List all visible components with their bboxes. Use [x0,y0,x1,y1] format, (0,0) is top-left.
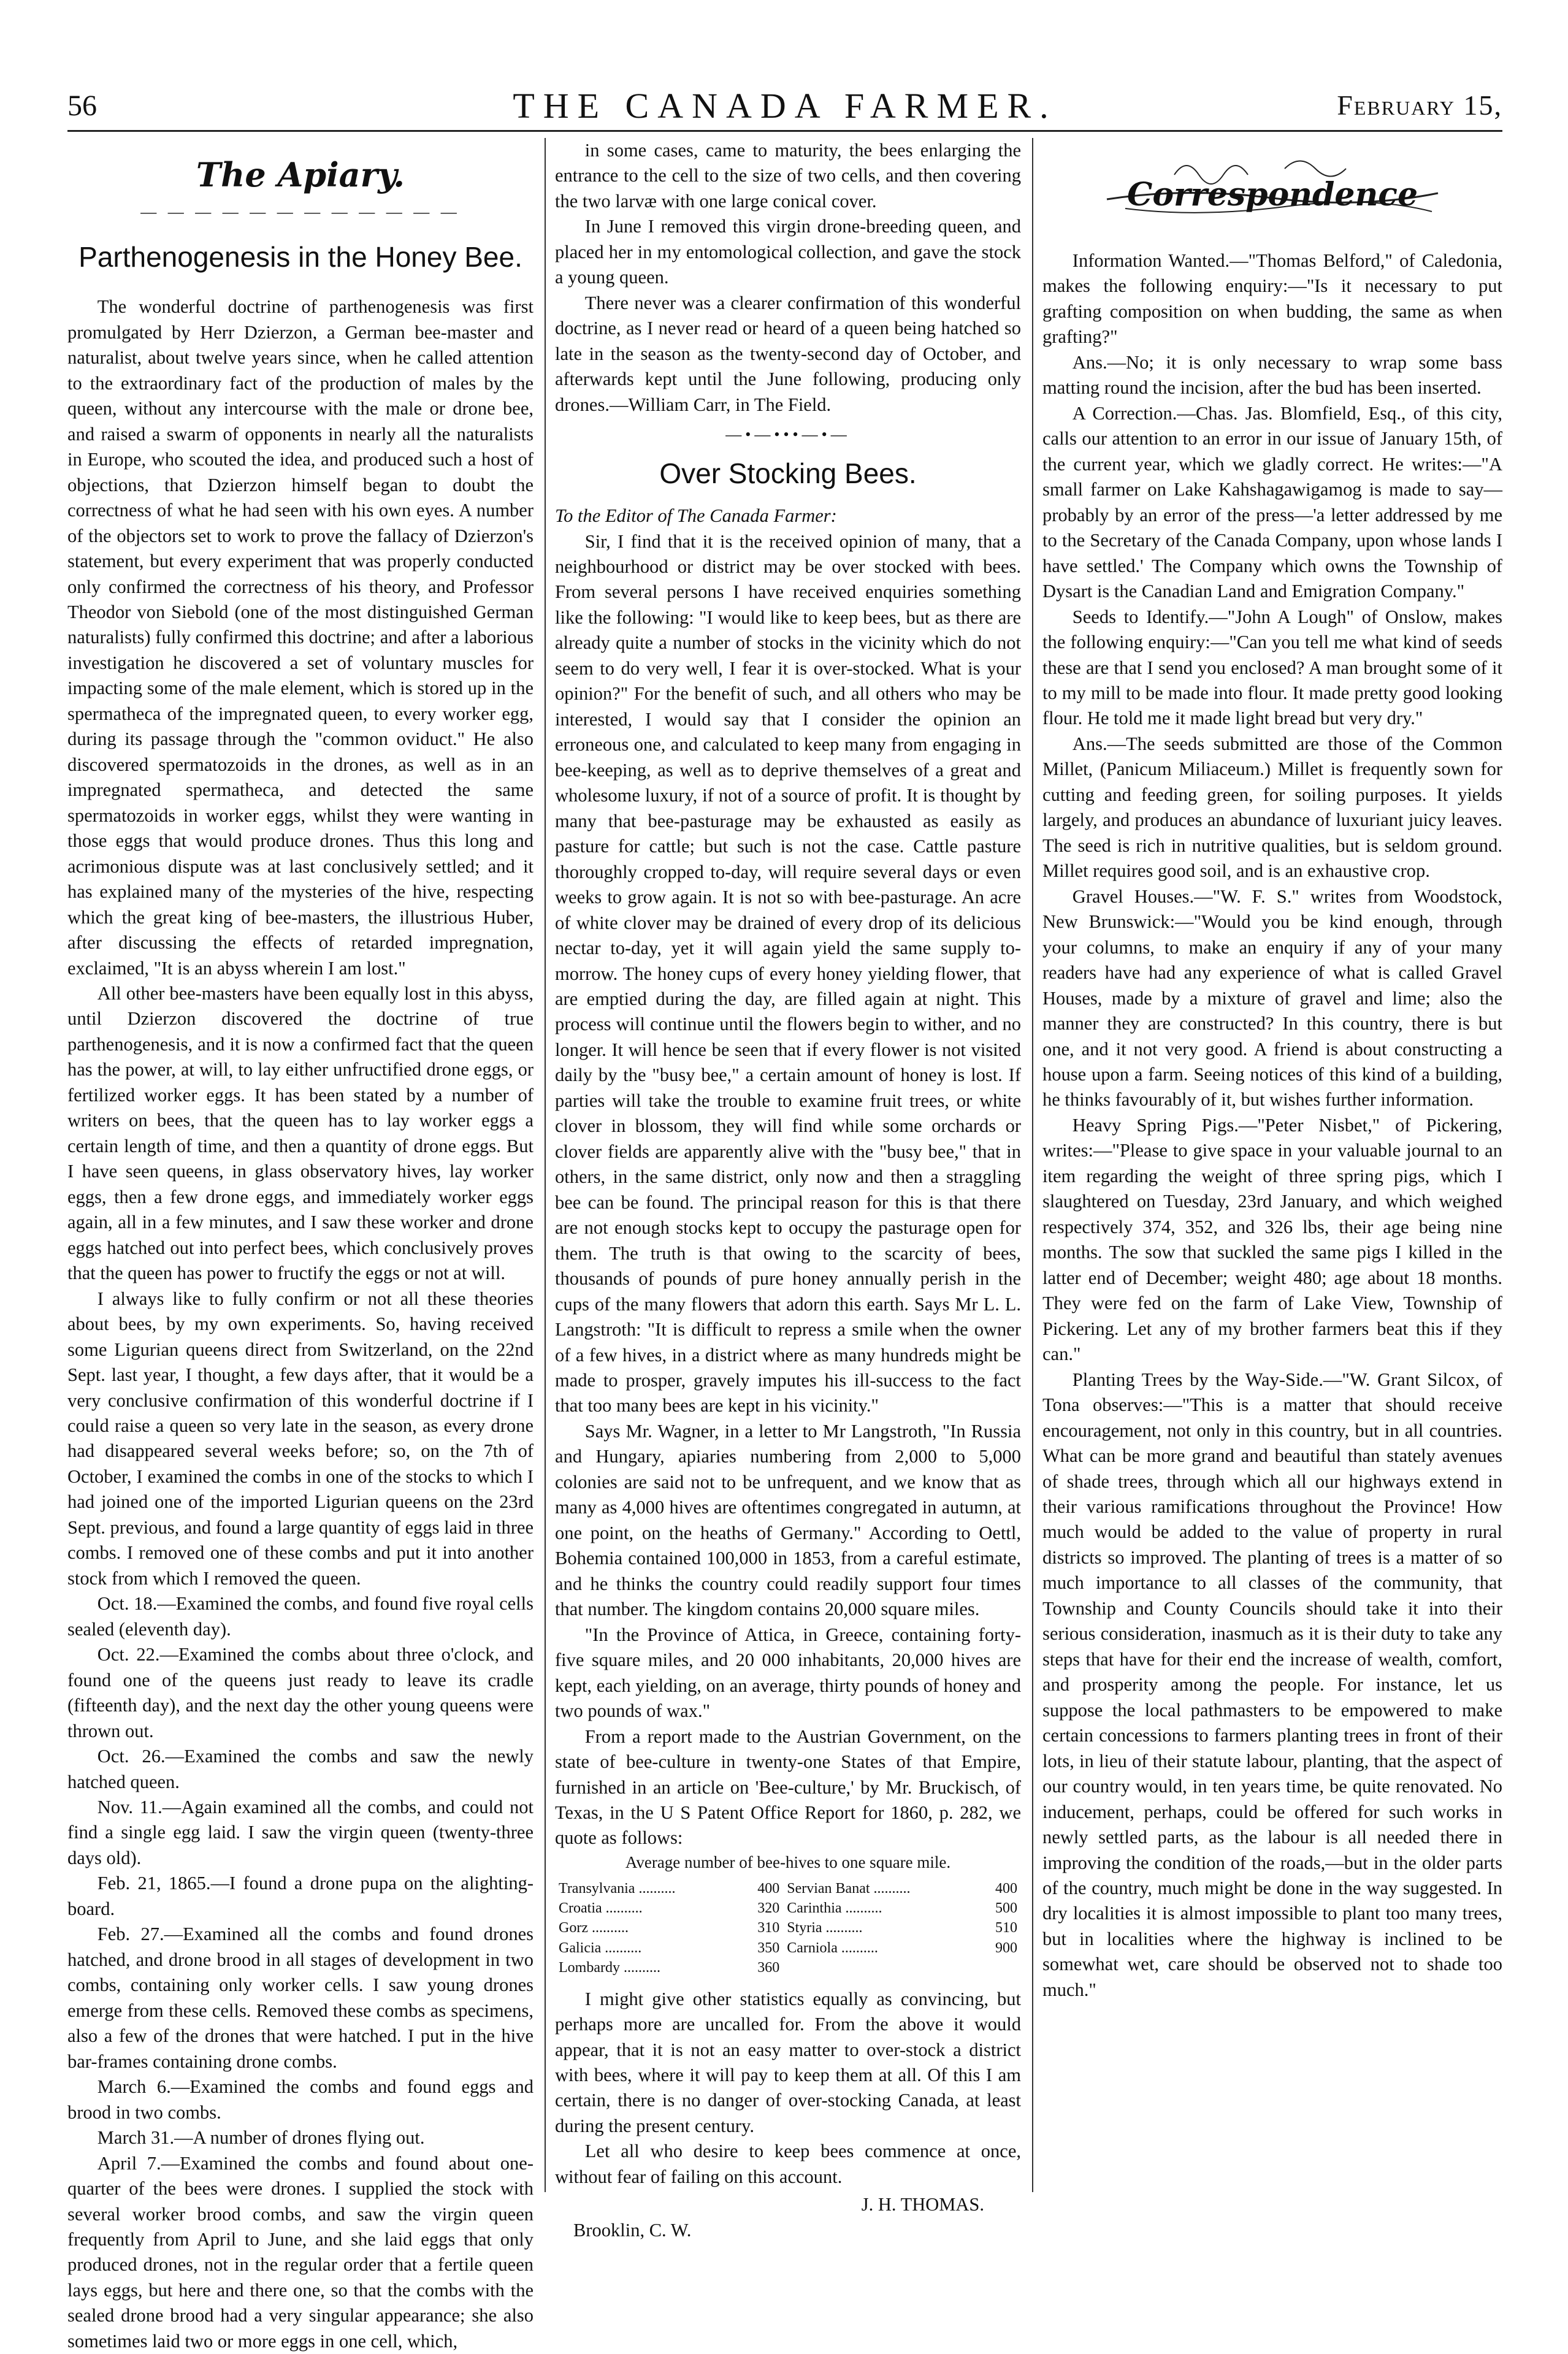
table-row [555,1879,1021,1898]
department-heading-apiary: The Apiary. [196,155,405,194]
paragraph: Ans.—No; it is only necessary to wrap some bass matting round the incision, after the bud has been inserted. [1042,351,1502,399]
diary-entry: Oct. 22.—Examined the combs about three o'clock, and found one of the queens just ready to leave its cradle (fifteenth day), and the next day the other young queens were thrown out. [67,1644,534,1741]
table-cell-region: Styria .......... [787,1920,863,1936]
paragraph: Sir, I find that it is the received opinion of many, that a neighbourhood or district may be over stocked with bees. From several persons I have received enquiries something like the following: "I would like to keep bees, but as there are already quite a number of stocks in the vicinity which do not seem to do very well, I fear it is over-stocked. What is your opinion?" For the benefit of such, and all others who may be interested, I would say that I consider the opinion an erroneous one, and calculated to keep many from engaging in bee-keeping, as well as to deprive themselves of a great and wholesome luxury, if not of a source of profit. It is thought by many that bee-pasturage may be exhausted as easily as pasture for cattle; but such is not the case. Cattle pasture thoroughly cropped to-day, will require several days or even weeks to grow again. It is not so with bee-pasturage. An acre of white clover may be drained of every drop of its delicious nectar to-day, yet it will again yield the same supply to-morrow. The honey cups of every honey yielding flower, that are emptied during the day, are filled again at night. This process will continue until the flowers begin to wither, and no longer. It will hence be seen that if every flower is not visited daily by the "busy bee," a certain amount of honey is lost. If parties will take the trouble to examine fruit trees, or white clover in blossom, they will find while some orchards or clover fields are apparently alive with the "busy bee," that in others, in the same district, only now and then a straggling bee can be found. The principal reason for this is that there are not enough stocks kept to occupy the pasturage open for them. The truth is that owing to the scarcity of bees, thousands of pounds of pure honey annually perish in the cups of the many flowers that adorn this earth. Says Mr L. L. Langstroth: "It is difficult to repress a smile when the owner of a few hives, in a district where as many hundreds might be made to prosper, gravely imputes his ill-success to the fact that too many bees are kept in his vicinity." [555,530,1021,1416]
paragraph: Let all who desire to keep bees commence at once, without fear of failing on this account. [555,2141,1021,2187]
paragraph: The wonderful doctrine of parthenogenesis was first promulgated by Herr Dzierzon, a German bee-master and naturalist, about twelve years since, when he called attention to the extraordinary fact of the production of males by the queen, without any intercourse with the male or drone bee, and raised a swarm of opponents in nearly all the naturalists in Europe, who scouted the idea, and produced such a host of objections, that Dzierzon himself began to doubt the correctness of what he had seen with his own eyes. A number of the objectors set to work to prove the fallacy of Dzierzon's statement, but every experiment that was properly conducted only confirmed the correctness of his theory, and Professor Theodor von Siebold (one of the most distinguished German naturalists) fully confirmed this doctrine; and after a laborious investigation he discovered a set of voluntary muscles for impacting some of the male element, which is stored up in the spermatheca of the impregnated queen, to every worker egg, during its passage through the "common oviduct." He also discovered spermatozoids in the drones, as well as in an impregnated spermatheca, and detected the same spermatozoids in worker eggs, whilst they were wanting in those eggs that would produce drones. Thus this long and acrimonious dispute was at last conclusively settled; and it has explained many of the mysteries of the hive, respecting which the great king of bee-masters, the illustrious Huber, after discussing the effects of retarded impregnation, exclaimed, "It is an abyss wherein I am lost." [67,296,534,979]
header-rule [67,130,1502,132]
paragraph: In June I removed this virgin drone-breeding queen, and placed her in my entomological collection, and gave the stock a young queen. [555,216,1021,288]
paragraph: in some cases, came to maturity, the bees enlarging the entrance to the cell to the size of two cells, and then covering the two larvæ with one large conical cover. [555,140,1021,212]
table-cell-value: 350 [757,1939,780,1956]
paragraph: I always like to fully confirm or not all these theories about bees, by my own experiments. So, having received some Ligurian queens direct from Switzerland, on the 22nd Sept. last year, I thought, a few days after, that it would be a very conclusive confirmation of this wonderful doctrine if I could raise a queen so very late in the season, as every drone had disappeared several weeks before; so, on the 7th of October, I examined the combs in one of the stocks to which I had joined one of the imported Ligurian queens on the 23rd Sept. previous, and found a large quantity of eggs laid in three combs. I removed one of these combs and put it into another stock from which I removed the queen. [67,1288,534,1589]
table-row [555,1898,1021,1918]
table-cell-value: 400 [757,1880,780,1897]
table-cell-value: 400 [995,1880,1017,1897]
paragraph: Gravel Houses.—"W. F. S." writes from Woodstock, New Brunswick:—"Would you be kind enough, through your columns, to make an enquiry if any of your many readers have had any experience of what is called Gravel Houses, made by a mixture of gravel and lime; also the manner they are constructed? In this country, there is but one, and it not very good. A friend is about constructing a house upon a farm. Seeing notices of this kind of a building, he thinks favourably of it, but wishes further information. [1042,885,1502,1110]
column-divider [545,138,546,2192]
correspondence-heading-ornament [1101,150,1444,230]
newspaper-title: THE CANADA FARMER. [513,86,1057,126]
table-cell-region: Carniola .......... [787,1939,878,1956]
article-title: Over Stocking Bees. [659,457,917,489]
table-cell-region: Gorz .......... [559,1920,629,1936]
table-cell-region: Lombardy .......... [559,1960,660,1976]
paragraph: Says Mr. Wagner, in a letter to Mr Langstroth, "In Russia and Hungary, apiaries numbering from 2,000 to 5,000 colonies are said not to be unfrequent, and we know that as many as 4,000 hives are oftentimes congregated in autumn, at one point, on the heaths of Germany." According to Oettl, Bohemia contained 100,000 in 1853, from a careful estimate, and he thinks the country could readily support four times that number. The kingdom contains 20,000 square miles. [555,1420,1021,1620]
diary-entry: Oct. 18.—Examined the combs, and found five royal cells sealed (eleventh day). [67,1593,534,1640]
table-cell-region: Croatia .......... [559,1900,643,1917]
ornamental-rule: —•—•••—•— [725,426,851,444]
diary-entry: Feb. 21, 1865.—I found a drone pupa on the alighting-board. [67,1873,534,1919]
table-row [555,1958,1021,1978]
table-cell-value: 360 [757,1960,780,1976]
paragraph: I might give other statistics equally as convincing, but perhaps more are uncalled for. From the above it would appear, that it is not an easy matter to over-stock a district with bees, where it will pay to keep them at all. Of this I am certain, there is no danger of over-stocking Canada, at least during the present century. [555,1988,1021,2136]
table-caption: Average number of bee-hives to one square mile. [625,1852,951,1871]
diary-entry: Nov. 11.—Again examined all the combs, and could not find a single egg laid. I saw the virgin queen (twenty-three days old). [67,1797,534,1868]
page-number: 56 [67,90,97,122]
table-row [555,1938,1021,1958]
column-3 [1042,138,1502,2211]
diary-entry: April 7.—Examined the combs and found about one-quarter of the bees were drones. I supplied the stock with several worker brood combs, and saw the virgin queen frequently from April to June, and she laid eggs that only produced drones, not in the regular order that a fertile queen lays eggs, but here and there one, so that the combs with the sealed drone brood had a very singular appearance; she also sometimes laid two or more eggs in one cell, which, [67,2152,534,2352]
paragraph: There never was a clearer confirmation of this wonderful doctrine, as I never read or heard of a queen being hatched so late in the season as the twenty-second day of October, and afterwards kept until the June following, producing only drones.—William Carr, in The Field. [555,292,1021,415]
paragraph: Heavy Spring Pigs.—"Peter Nisbet," of Pickering, writes:—"Please to give space in your valuable journal to an item regarding the weight of three spring pigs, which I slaughtered on Tuesday, 23rd January, and which weighed respectively 374, 352, and 326 lbs, their age being nine months. The sow that suckled the same pigs I killed in the latter end of December; weight 480; age about 18 months. They were fed on the farm of Lake View, Township of Pickering. Let any of my brother farmers beat this if they can." [1042,1114,1502,1365]
table-cell-value [971,1958,1021,1978]
paragraph: Information Wanted.—"Thomas Belford," of Caledonia, makes the following enquiry:—"Is it necessary to put grafting composition on when budding, the same as when grafting?" [1042,250,1502,348]
column-divider [1032,138,1033,2192]
paragraph: Seeds to Identify.—"John A Lough" of Onslow, makes the following enquiry:—"Can you tell me what kind of seeds these are that I send you enclosed? A man brought some of it to my mill to be made into flour. It made pretty good looking flour. He told me it made light bread but very dry." [1042,606,1502,729]
beehive-statistics-table [555,1879,1021,1978]
table-cell-region: Carinthia .......... [787,1900,882,1917]
table-cell-value: 500 [995,1900,1017,1917]
table-cell-value: 510 [995,1920,1017,1936]
table-cell-region: Galicia .......... [559,1939,642,1956]
diary-entry: March 6.—Examined the combs and found eggs and brood in two combs. [67,2076,534,2123]
diary-entry: Feb. 27.—Examined all the combs and found drones hatched, and drone brood in all stages of development in two combs, containing only worker cells. I saw young drones emerge from these cells. Removed these combs as specimens, also a few of the drones that were hatched. I put in the hive bar-frames containing drone combs. [67,1924,534,2072]
paragraph: A Correction.—Chas. Jas. Blomfield, Esq., of this city, calls our attention to an error in our issue of January 15th, of the current year, which we gladly correct. He writes:—"A small farmer on Lake Kahshagawigamog is made to say—probably by an error of the press—'a letter addressed by me to the Secretary of the Canada Company, upon whose lands I have settled.' The Company which owns the Township of Dysart is the Canadian Land and Emigration Company." [1042,402,1502,602]
paragraph: From a report made to the Austrian Government, on the state of bee-culture in twenty-one States of that Empire, furnished in an article on 'Bee-culture,' by Mr. Bruckisch, of Texas, in the U S Patent Office Report for 1860, p. 282, we quote as follows: [555,1725,1021,1849]
table-cell-region [783,1958,971,1978]
diary-entry: Oct. 26.—Examined the combs and saw the newly hatched queen. [67,1746,534,1792]
table-cell-value: 310 [757,1920,780,1936]
ornamental-rule: — — — — — — — — — — — — [140,203,461,221]
article-title: Parthenogenesis in the Honey Bee. [78,240,522,273]
author-signature: J. H. THOMAS. [861,2194,984,2215]
diary-entry: March 31.—A number of drones flying out. [97,2127,425,2149]
issue-date: February 15, [1337,90,1502,121]
table-cell-region: Servian Banat .......... [787,1880,911,1897]
column-2 [555,138,1021,2241]
paragraph: "In the Province of Attica, in Greece, containing forty-five square miles, and 20 000 inhabitants, 20,000 hives are kept, each yielding, on an average, thirty pounds of honey and two pounds of wax." [555,1624,1021,1722]
table-cell-value: 320 [757,1900,780,1917]
table-cell-value: 900 [995,1939,1017,1956]
table-row [555,1918,1021,1938]
salutation: To the Editor of The Canada Farmer: [555,505,837,527]
table-cell-region: Transylvania .......... [559,1880,676,1897]
paragraph: Planting Trees by the Way-Side.—"W. Grant Silcox, of Tona observes:—"This is a matter that should receive encouragement, not only in this country, but in all countries. What can be more grand and beautiful than stately avenues of shade trees, through which all our highways extend in their various ramifications throughout the Province! How much would be added to the value of property in rural districts so improved. The planting of trees is a matter of so much importance to all classes of the community, that Township and County Councils should take it into their serious consideration, inasmuch as it is their duty to take any steps that have for their end the increase of wealth, comfort, and prosperity among the people. For instance, let us suppose the local pathmasters to be empowered to make certain concessions to farmers planting trees in front of their lots, in lieu of their statute labour, planting, that the aspect of our country would, in ten years time, be quite renovated. No inducement, perhaps, could be offered for such works in newly settled parts, as the labour is all needed there in improving the condition of the roads,—but in the older parts of the country, much might be done in the way suggested. In dry localities it is almost impossible to plant too many trees, but in localities where the highway is inclined to be somewhat wet, care should be observed not to shade too much." [1042,1369,1502,2000]
author-location: Brooklin, C. W. [573,2219,692,2241]
department-heading-correspondence: Correspondence [1126,176,1418,213]
paragraph: Ans.—The seeds submitted are those of the Common Millet, (Panicum Miliaceum.) Millet is frequently sown for cutting and feeding green, for soiling purposes. It yields largely, and produces an abundance of luxuriant juicy leaves. The seed is rich in nutritive qualities, but is seldom ground. Millet requires good soil, and is an exhaustive crop. [1042,733,1502,882]
page-header [67,86,1502,126]
column-1 [67,138,534,2352]
paragraph: All other bee-masters have been equally lost in this abyss, until Dzierzon discovered the doctrine of true parthenogenesis, and it is now a confirmed fact that the queen has the power, at will, to lay either unfructified drone eggs, or fertilized worker eggs. It has been stated by a number of writers on bees, that the queen has to lay worker eggs a certain length of time, and then a quantity of drone eggs. But I have seen queens, in glass observatory hives, lay worker eggs, then a few drone eggs, and immediately worker eggs again, all in a few minutes, and I saw these worker and drone eggs hatched out into perfect bees, which conclusively proves that the queen has power to fructify the eggs or not at will. [67,983,534,1284]
